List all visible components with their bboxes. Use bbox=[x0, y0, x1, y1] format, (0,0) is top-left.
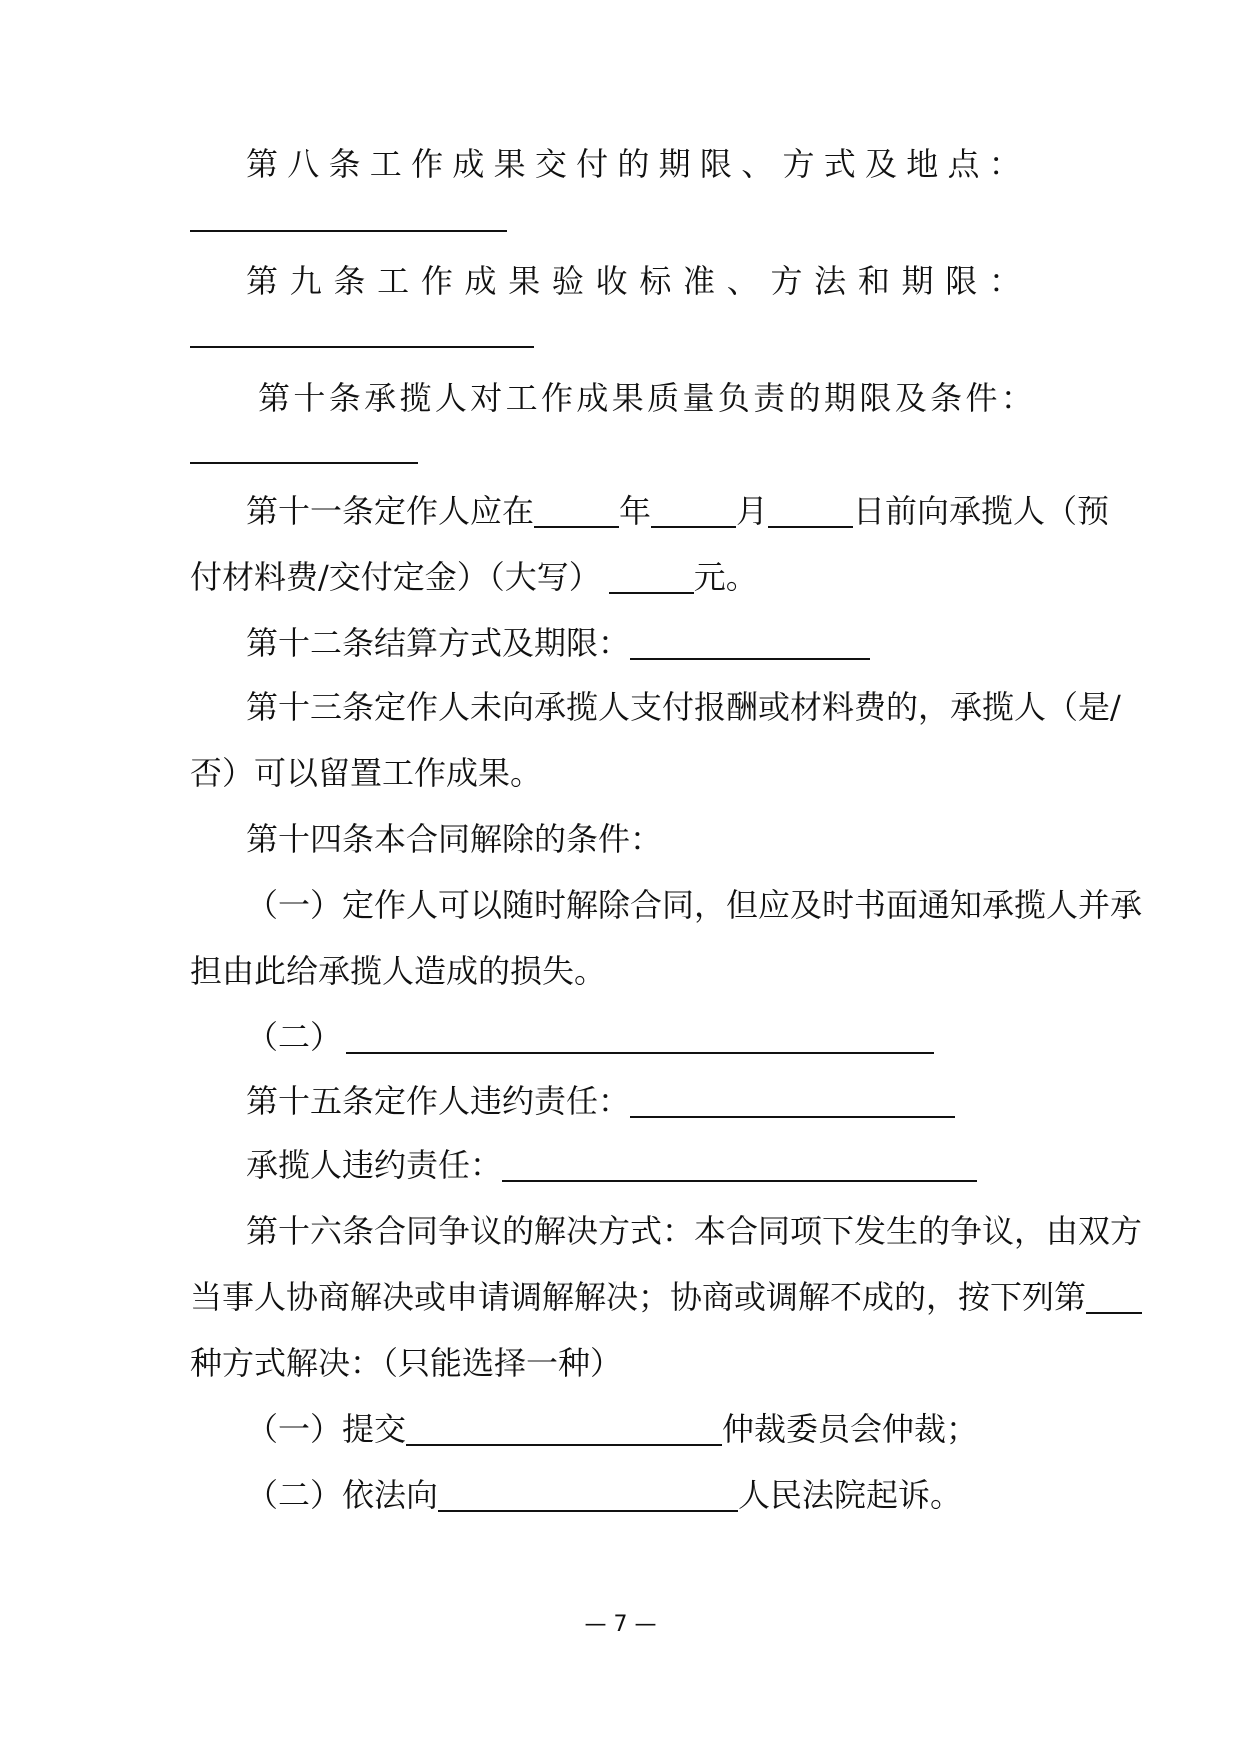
amount-blank bbox=[609, 558, 694, 594]
heading-char: 验 bbox=[551, 262, 584, 300]
article-10-heading bbox=[258, 373, 1033, 423]
heading-char: 条 bbox=[333, 262, 366, 300]
year-label: 年 bbox=[619, 492, 652, 530]
heading-char: 第 bbox=[246, 262, 279, 300]
article-16-text-2: 当事人协商解决或申请调解解决；协商或调解不成的，按下列第 bbox=[190, 1278, 1087, 1316]
article-8-heading bbox=[246, 139, 1055, 189]
heading-char: 限 bbox=[945, 262, 978, 300]
article-16-option-1 bbox=[246, 1404, 1055, 1454]
heading-char: 负 bbox=[717, 379, 750, 417]
heading-char: 条 bbox=[930, 379, 963, 417]
heading-char: 揽 bbox=[399, 379, 432, 417]
method-number-blank bbox=[1086, 1278, 1142, 1314]
month-label: 月 bbox=[736, 492, 769, 530]
heading-char: 期 bbox=[901, 262, 934, 300]
day-blank bbox=[768, 492, 853, 528]
article-11-text-b: 日前向承揽人（预 bbox=[853, 492, 1110, 530]
heading-char: 承 bbox=[364, 379, 397, 417]
heading-char: 八 bbox=[287, 145, 320, 183]
article-11-line-2 bbox=[190, 552, 1055, 602]
article-15-blank bbox=[630, 1082, 955, 1118]
heading-char: 和 bbox=[857, 262, 890, 300]
heading-char: 方 bbox=[782, 145, 815, 183]
article-8-blank bbox=[190, 230, 507, 232]
heading-char: 地 bbox=[906, 145, 939, 183]
heading-char: 成 bbox=[464, 262, 497, 300]
heading-char: 对 bbox=[470, 379, 503, 417]
heading-char: 条 bbox=[328, 379, 361, 417]
heading-char: 方 bbox=[770, 262, 803, 300]
heading-char: 限 bbox=[699, 145, 732, 183]
heading-char: ： bbox=[988, 145, 1021, 183]
article-8-text bbox=[246, 139, 1021, 189]
heading-char: ： bbox=[1000, 379, 1033, 417]
article-9-heading bbox=[246, 256, 1055, 306]
heading-char: 量 bbox=[682, 379, 715, 417]
option-2-text-a: （二）依法向 bbox=[246, 1476, 439, 1514]
heading-char: 、 bbox=[726, 262, 759, 300]
article-10-text bbox=[258, 373, 1033, 423]
heading-char: 责 bbox=[753, 379, 786, 417]
heading-char: 限 bbox=[859, 379, 892, 417]
article-12-blank bbox=[630, 624, 870, 660]
heading-char: 条 bbox=[328, 145, 361, 183]
heading-char: 工 bbox=[377, 262, 410, 300]
heading-char: 式 bbox=[823, 145, 856, 183]
option-1-text-b: 仲裁委员会仲裁； bbox=[722, 1410, 979, 1448]
article-9-blank bbox=[190, 346, 534, 348]
article-10-blank bbox=[190, 462, 418, 464]
contractor-liability-blank bbox=[502, 1146, 977, 1182]
heading-char: 点 bbox=[947, 145, 980, 183]
article-14-item-2-blank bbox=[346, 1018, 934, 1054]
article-12-text: 第十二条结算方式及期限： bbox=[246, 624, 631, 662]
year-blank bbox=[534, 492, 619, 528]
option-1-text-a: （一）提交 bbox=[246, 1410, 407, 1448]
heading-char: 工 bbox=[369, 145, 402, 183]
yuan-label: 元。 bbox=[693, 558, 758, 596]
heading-char: 及 bbox=[864, 145, 897, 183]
heading-char: 质 bbox=[647, 379, 680, 417]
article-16-option-2 bbox=[246, 1470, 1055, 1520]
article-14-item-2 bbox=[246, 1012, 1055, 1062]
heading-char: 作 bbox=[411, 145, 444, 183]
heading-char: 成 bbox=[576, 379, 609, 417]
article-14-item-2-label: （二） bbox=[246, 1018, 343, 1056]
heading-char: 工 bbox=[505, 379, 538, 417]
article-14-item-1-line-2: 担由此给承揽人造成的损失。 bbox=[190, 952, 607, 990]
heading-char: 标 bbox=[639, 262, 672, 300]
contractor-liability-line bbox=[246, 1140, 1055, 1190]
heading-char: 付 bbox=[576, 145, 609, 183]
heading-char: 果 bbox=[611, 379, 644, 417]
court-name-blank bbox=[438, 1476, 738, 1512]
article-13-line-2: 否）可以留置工作成果。 bbox=[190, 754, 543, 792]
heading-char: 作 bbox=[420, 262, 453, 300]
month-blank bbox=[651, 492, 736, 528]
article-15-line bbox=[246, 1076, 1055, 1126]
article-16-line-1: 第十六条合同争议的解决方式：本合同项下发生的争议，由双方 bbox=[246, 1212, 1143, 1250]
heading-char: 法 bbox=[814, 262, 847, 300]
heading-char: 期 bbox=[824, 379, 857, 417]
option-2-text-b: 人民法院起诉。 bbox=[738, 1476, 963, 1514]
article-13-line-1: 第十三条定作人未向承揽人支付报酬或材料费的，承揽人（是/ bbox=[246, 688, 1121, 726]
page-number: — 7 — bbox=[584, 1612, 657, 1637]
contractor-liability-label: 承揽人违约责任： bbox=[246, 1146, 503, 1184]
article-16-line-3: 种方式解决：（只能选择一种） bbox=[190, 1344, 623, 1382]
arbitration-commission-blank bbox=[406, 1410, 722, 1446]
heading-char: 人 bbox=[434, 379, 467, 417]
heading-char: 第 bbox=[246, 145, 279, 183]
heading-char: 准 bbox=[683, 262, 716, 300]
heading-char: 成 bbox=[452, 145, 485, 183]
heading-char: 期 bbox=[658, 145, 691, 183]
heading-char: 、 bbox=[741, 145, 774, 183]
article-11-text-a: 第十一条定作人应在 bbox=[246, 492, 535, 530]
article-14-title: 第十四条本合同解除的条件： bbox=[246, 820, 663, 858]
heading-char: 收 bbox=[595, 262, 628, 300]
heading-char: 及 bbox=[894, 379, 927, 417]
heading-char: 十 bbox=[293, 379, 326, 417]
article-15-title: 第十五条定作人违约责任： bbox=[246, 1082, 631, 1120]
heading-char: ： bbox=[988, 262, 1021, 300]
heading-char: 的 bbox=[617, 145, 650, 183]
heading-char: 果 bbox=[493, 145, 526, 183]
article-12-line bbox=[246, 618, 1055, 668]
heading-char: 交 bbox=[534, 145, 567, 183]
heading-char: 作 bbox=[541, 379, 574, 417]
heading-char: 件 bbox=[965, 379, 998, 417]
heading-char: 果 bbox=[508, 262, 541, 300]
article-9-text bbox=[246, 256, 1021, 306]
article-11-text-c: 付材料费/交付定金）（大写） bbox=[190, 558, 601, 596]
article-16-line-2 bbox=[190, 1272, 1087, 1322]
heading-char: 的 bbox=[788, 379, 821, 417]
article-11-line-1 bbox=[246, 486, 1110, 536]
heading-char: 九 bbox=[289, 262, 322, 300]
article-14-item-1-line-1: （一）定作人可以随时解除合同，但应及时书面通知承揽人并承 bbox=[246, 886, 1143, 924]
heading-char: 第 bbox=[258, 379, 291, 417]
